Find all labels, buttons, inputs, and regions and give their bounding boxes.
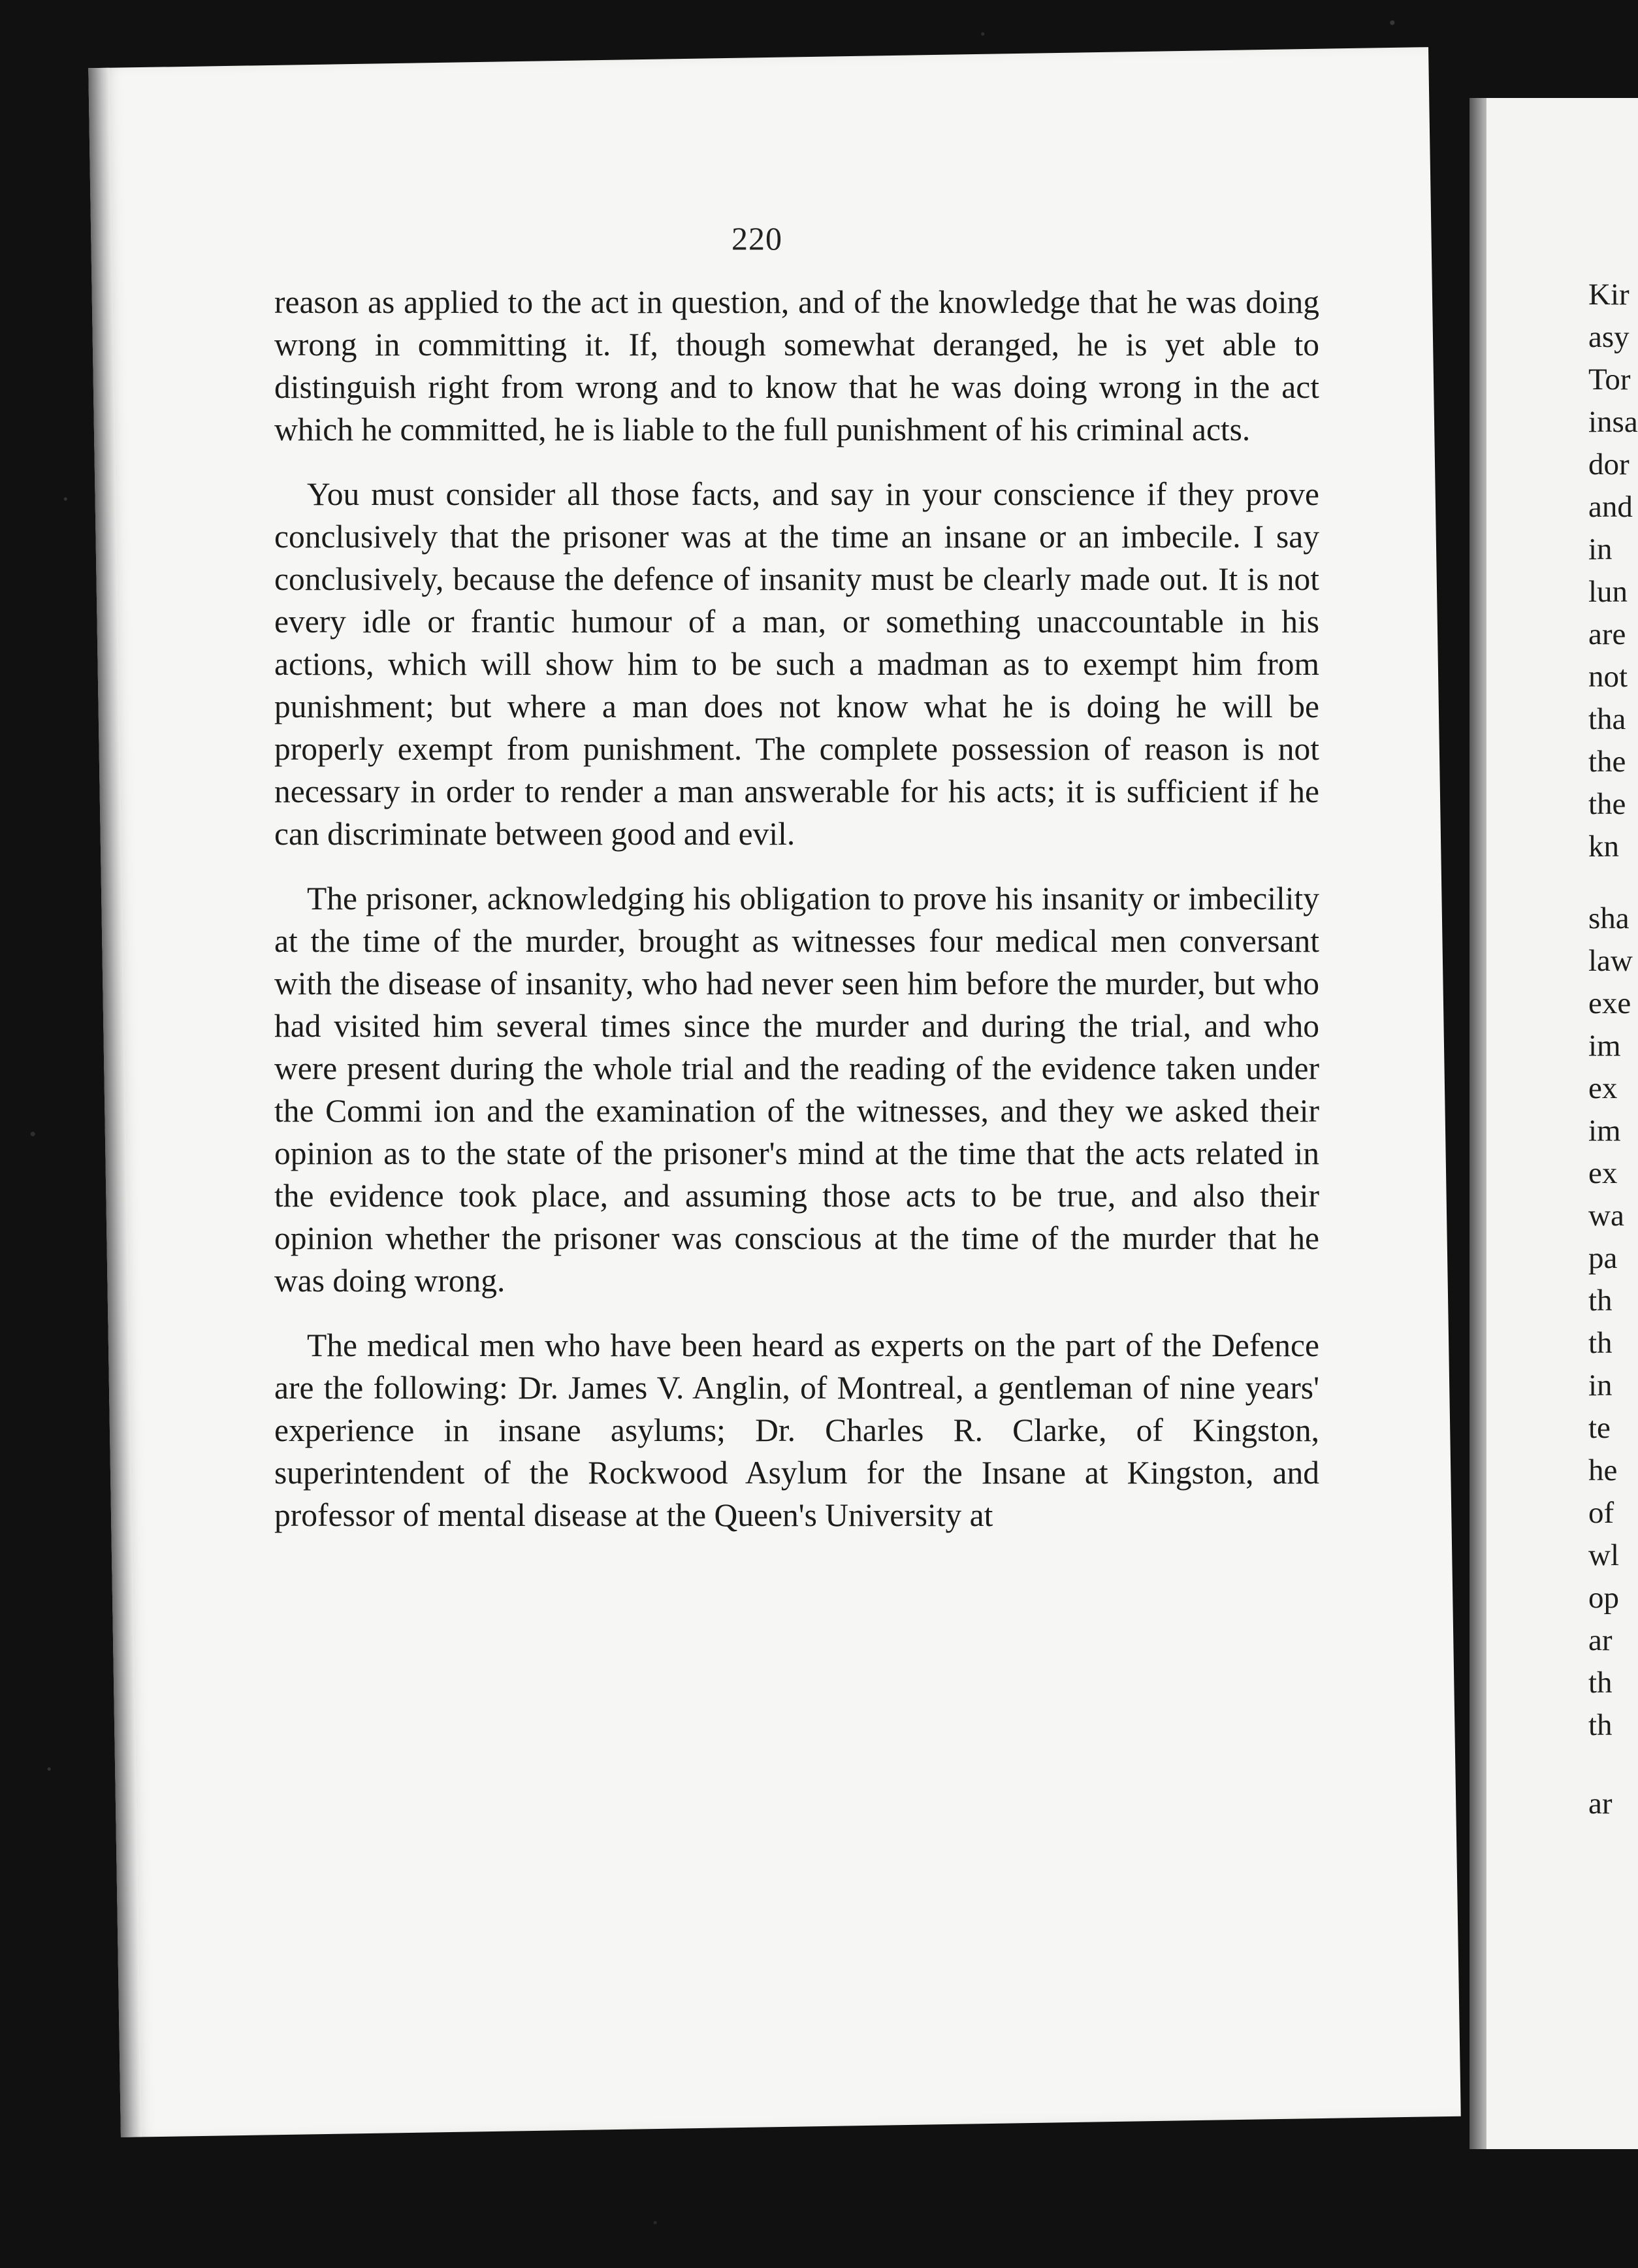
adjacent-page-fragment: lun xyxy=(1588,575,1628,609)
adjacent-page-fragment: th xyxy=(1588,1708,1613,1742)
adjacent-page-fragment: op xyxy=(1588,1581,1619,1615)
adjacent-page-fragment: law xyxy=(1588,944,1633,978)
page-body-text xyxy=(274,281,1319,1559)
adjacent-page-fragment: Tor xyxy=(1588,363,1631,397)
adjacent-page-fragment: Kir xyxy=(1588,278,1630,312)
adjacent-page-fragment: im xyxy=(1588,1029,1621,1063)
book-page-right-edge xyxy=(1469,98,1638,2149)
adjacent-page-fragment: th xyxy=(1588,1284,1613,1318)
adjacent-page-fragment: in xyxy=(1588,1369,1613,1402)
adjacent-page-fragment: of xyxy=(1588,1496,1614,1530)
adjacent-page-fragment: ar xyxy=(1588,1787,1613,1821)
adjacent-page-fragment: kn xyxy=(1588,830,1619,864)
adjacent-page-fragment: the xyxy=(1588,787,1626,821)
adjacent-page-fragment: ex xyxy=(1588,1156,1618,1190)
adjacent-page-fragment: th xyxy=(1588,1326,1613,1360)
paragraph-4: The medical men who have been heard as experts on the part of the Defence are the following: Dr. James V. Anglin, of Montreal, a gentleman of nine years' experience in insane asylums; Dr. Charles R. Clarke, of Kingston, superintendent of the Rockwood Asylum for the Insane at Kingston, and professor of mental disease at the Queen's University at xyxy=(274,1327,1319,1533)
adjacent-page-fragment: wl xyxy=(1588,1538,1619,1572)
adjacent-page-fragment: insa xyxy=(1588,405,1638,439)
adjacent-page-fragment: th xyxy=(1588,1666,1613,1700)
adjacent-page-fragment: sha xyxy=(1588,901,1630,935)
adjacent-page-fragment: wa xyxy=(1588,1199,1624,1233)
adjacent-page-fragment: he xyxy=(1588,1453,1618,1487)
adjacent-page-fragment: pa xyxy=(1588,1241,1618,1275)
adjacent-page-fragment: the xyxy=(1588,745,1626,779)
adjacent-page-fragment: in xyxy=(1588,532,1613,566)
adjacent-page-fragment: and xyxy=(1588,490,1633,524)
adjacent-page-fragment: are xyxy=(1588,617,1626,651)
adjacent-page-fragment: exe xyxy=(1588,986,1631,1020)
adjacent-page-fragment: ex xyxy=(1588,1071,1618,1105)
adjacent-page-fragment: dor xyxy=(1588,447,1630,481)
adjacent-page-fragment: ar xyxy=(1588,1623,1613,1657)
paragraph-2: You must consider all those facts, and say in your conscience if they prove conclusively that the prisoner was at the time an insane or an imbecile. I say conclusively, because the defence of insanity must be clearly made out. It is not every idle or frantic humour of a man, or something unaccountable in his actions, which will show him to be such a madman as to exempt him from punishment; but where a man does not know what he is doing he will be properly exempt from punishment. The complete possession of reason is not necessary in order to render a man answerable for his acts; it is sufficient if he can discriminate between good and evil. xyxy=(274,476,1319,852)
adjacent-page-fragment: im xyxy=(1588,1114,1621,1148)
adjacent-page-fragment: te xyxy=(1588,1411,1611,1445)
adjacent-page-fragment: tha xyxy=(1588,702,1626,736)
paragraph-3: The prisoner, acknowledging his obligation to prove his insanity or imbecility at the time of the murder, brought as witnesses four medical men conversant with the disease of insanity, who had never seen him before the murder, but who had visited him several times since the murder and during the trial, and who were present during the whole trial and the reading of the evidence taken under the Commi ion and the examination of the witnesses, and they we asked their opinion as to the state of the prisoner's mind at the time that the acts related in the evidence took place, and assuming those acts to be true, and also their opinion whether the prisoner was conscious at the time of the murder that he was doing wrong. xyxy=(274,881,1319,1299)
adjacent-page-fragment: asy xyxy=(1588,320,1630,354)
page-number: 220 xyxy=(731,220,782,257)
adjacent-page-fragment: not xyxy=(1588,660,1628,694)
paragraph-1: reason as applied to the act in question, and of the knowledge that he was doing wrong in committing it. If, though somewhat deranged, he is yet able to distinguish right from wrong and to know that he was doing wrong in the act which he committed, he is liable to the full punishment of his criminal acts. xyxy=(274,284,1319,447)
